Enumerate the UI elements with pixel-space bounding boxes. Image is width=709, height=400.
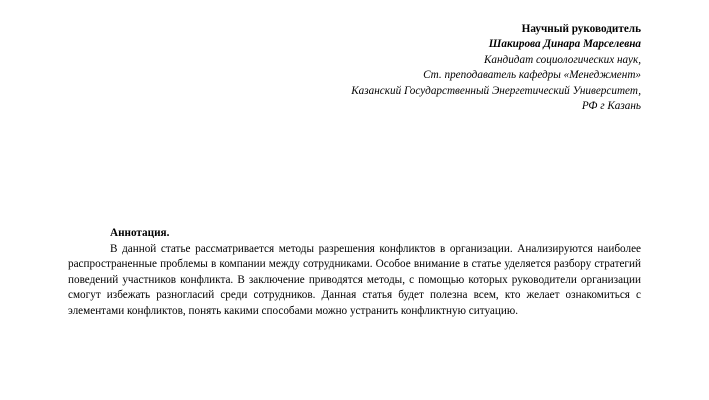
author-name: Шакирова Динара Марселевна [488, 38, 641, 51]
abstract-text: В данной статье рассматривается методы разрешения конфликтов в организации. Анализируются наиболее распространенные проблемы в компании между сотрудниками. Особое внимание в статье уделяется разбору стратегий поведений участников конфликта. В заключение приводятся методы, с помощью которых руководители организации смогут избежать разногласий среди сотрудников. Данная статья будет полезна всем, кто желает ознакомиться с элементами конфликтов, понять какими способами можно устранить конфликтную ситуацию. [68, 242, 641, 317]
author-block [121, 22, 641, 114]
author-degree: Кандидат социологических наук, [483, 53, 641, 66]
author-location: РФ г Казань [581, 100, 641, 113]
abstract-heading: Аннотация. [110, 227, 170, 239]
author-university: Казанский Государственный Энергетический Университет, [351, 84, 641, 97]
author-role: Научный руководитель [521, 23, 641, 35]
author-position: Ст. преподаватель кафедры «Менеджмент» [423, 69, 641, 82]
abstract-section [68, 226, 641, 320]
